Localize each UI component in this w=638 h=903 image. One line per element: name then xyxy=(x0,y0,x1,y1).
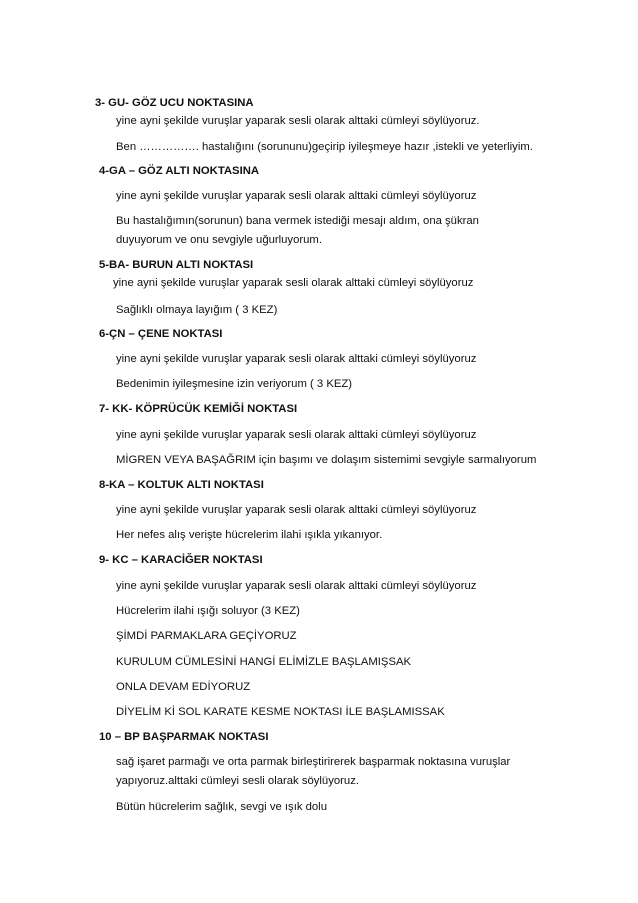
text-line: sağ işaret parmağı ve orta parmak birleştirirerek başparmak noktasına vuruşlar xyxy=(116,756,511,768)
heading-line: 4-GA – GÖZ ALTI NOKTASINA xyxy=(99,165,260,177)
text-line: ONLA DEVAM EDİYORUZ xyxy=(116,681,251,693)
text-line: MİGREN VEYA BAŞAĞRIM için başımı ve dolaşım sistemimi sevgiyle sarmalıyorum xyxy=(116,454,537,466)
text-line: duyuyorum ve onu sevgiyle uğurluyorum. xyxy=(116,234,322,246)
heading-line: 3- GU- GÖZ UCU NOKTASINA xyxy=(95,97,254,109)
heading-line: 8-KA – KOLTUK ALTI NOKTASI xyxy=(99,479,264,491)
text-line: yine ayni şekilde vuruşlar yaparak sesli olarak alttaki cümleyi söylüyoruz xyxy=(116,504,477,516)
text-line: yine ayni şekilde vuruşlar yaparak sesli olarak alttaki cümleyi söylüyoruz xyxy=(116,429,477,441)
text-line: Bu hastalığımın(sorunun) bana vermek istediği mesajı aldım, ona şükran xyxy=(116,215,479,227)
text-line: Bütün hücrelerim sağlık, sevgi ve ışık dolu xyxy=(116,801,327,813)
heading-line: 10 – BP BAŞPARMAK NOKTASI xyxy=(99,731,269,743)
text-line: Ben ……………. hastalığını (sorununu)geçirip iyileşmeye hazır ,istekli ve yeterliyim. xyxy=(116,141,533,153)
text-line: DİYELİM Kİ SOL KARATE KESME NOKTASI İLE BAŞLAMISSAK xyxy=(116,706,445,718)
text-line: yine ayni şekilde vuruşlar yaparak sesli olarak alttaki cümleyi söylüyoruz xyxy=(116,190,477,202)
text-line: Her nefes alış verişte hücrelerim ilahi ışıkla yıkanıyor. xyxy=(116,529,383,541)
heading-line: 9- KC – KARACİĞER NOKTASI xyxy=(99,554,263,566)
heading-line: 6-ÇN – ÇENE NOKTASI xyxy=(99,328,223,340)
text-line: yine ayni şekilde vuruşlar yaparak sesli olarak alttaki cümleyi söylüyoruz xyxy=(113,277,474,289)
text-line: KURULUM CÜMLESİNİ HANGİ ELİMİZLE BAŞLAMIŞSAK xyxy=(116,656,412,668)
text-line: Bedenimin iyileşmesine izin veriyorum ( 3 KEZ) xyxy=(116,378,353,390)
text-line: Hücrelerim ilahi ışığı soluyor (3 KEZ) xyxy=(116,605,300,617)
text-line: yine ayni şekilde vuruşlar yaparak sesli olarak alttaki cümleyi söylüyoruz xyxy=(116,580,477,592)
heading-line: 5-BA- BURUN ALTI NOKTASI xyxy=(99,259,254,271)
text-line: Sağlıklı olmaya layığım ( 3 KEZ) xyxy=(116,304,278,316)
heading-line: 7- KK- KÖPRÜCÜK KEMİĞİ NOKTASI xyxy=(99,403,298,415)
text-line: yapıyoruz.alttaki cümleyi sesli olarak söylüyoruz. xyxy=(116,775,359,787)
text-line: yine ayni şekilde vuruşlar yaparak sesli olarak alttaki cümleyi söylüyoruz. xyxy=(116,115,480,127)
text-line: ŞİMDİ PARMAKLARA GEÇİYORUZ xyxy=(116,630,297,642)
text-line: yine ayni şekilde vuruşlar yaparak sesli olarak alttaki cümleyi söylüyoruz xyxy=(116,353,477,365)
